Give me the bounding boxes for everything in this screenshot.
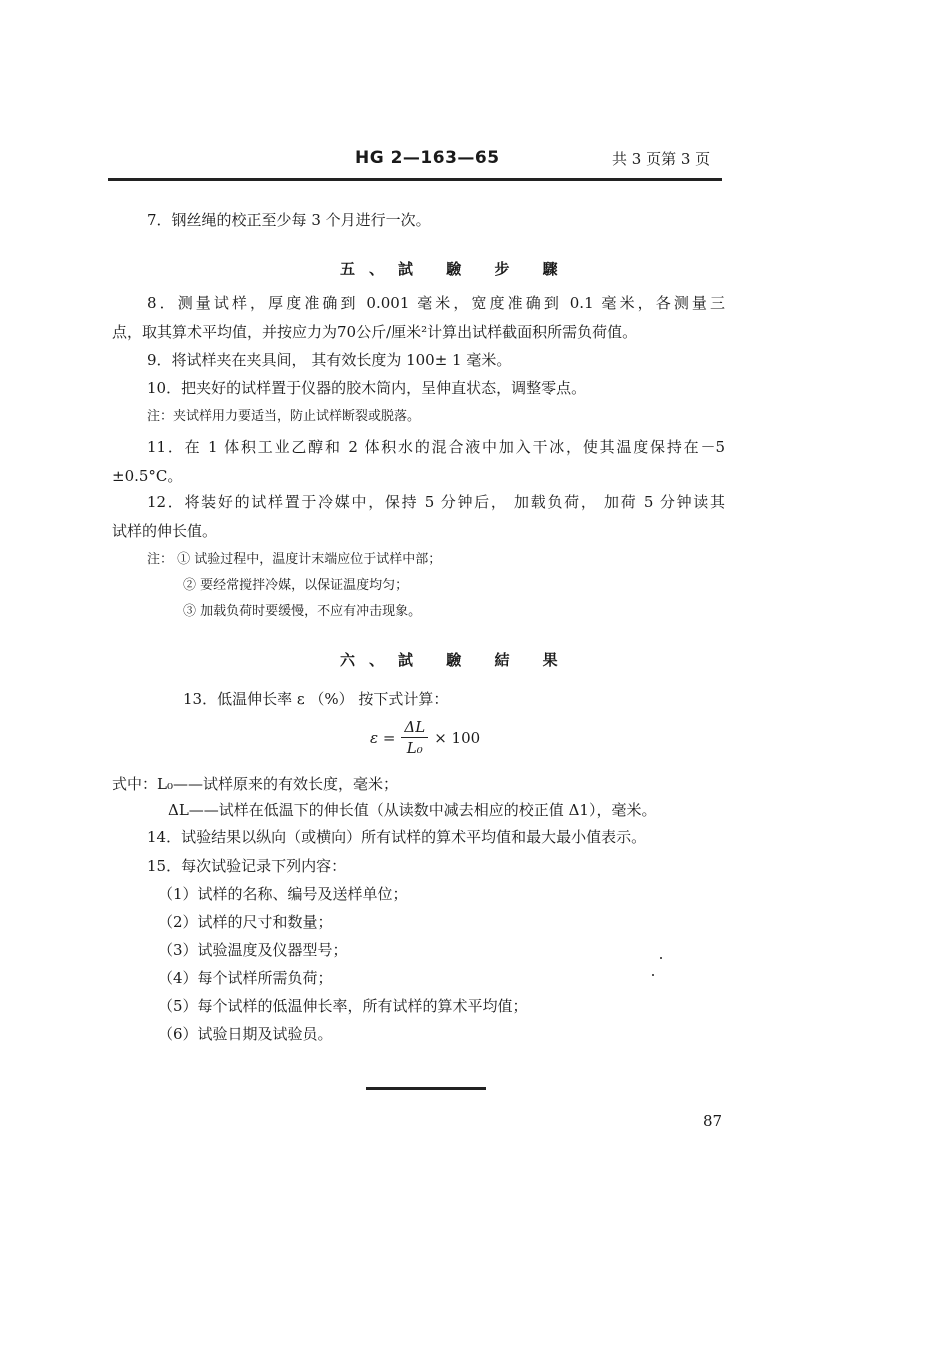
record-item-5: （5）每个试样的低温伸长率，所有试样的算术平均值；	[158, 997, 528, 1015]
scan-speck	[660, 957, 662, 959]
clause-8-line-2: 点，取其算术平均值，并按应力为70公斤/厘米²计算出试样截面积所需负荷值。	[112, 323, 638, 341]
note-clause-12-2: ② 要经常搅拌冷媒，以保证温度均匀；	[183, 578, 409, 593]
formula-denominator: L₀	[406, 739, 423, 757]
record-item-1: （1）试样的名称、编号及送样单位；	[158, 885, 408, 903]
page-number: 87	[703, 1112, 723, 1130]
page-count: 共 3 页第 3 页	[612, 150, 711, 168]
definition-delta-l: ΔL——试样在低温下的伸长值（从读数中减去相应的校正值 Δ1），毫米。	[168, 801, 657, 819]
note-clause-12-1: 注： ① 试验过程中，温度计末端应位于试样中部；	[147, 552, 442, 567]
clause-13: 13．低温伸长率 ε （%） 按下式计算：	[183, 690, 449, 708]
record-item-2: （2）试样的尺寸和数量；	[158, 913, 333, 931]
clause-12-line-1: 12．将装好的试样置于冷媒中，保持 5 分钟后， 加载负荷， 加荷 5 分钟读其	[147, 493, 725, 511]
standard-code: HG 2—163—65	[355, 148, 500, 168]
elongation-formula	[370, 718, 480, 757]
clause-7: 7．钢丝绳的校正至少每 3 个月进行一次。	[147, 211, 431, 229]
scan-speck	[652, 974, 654, 976]
clause-8-line-1: 8．测量试样，厚度准确到 0.001 毫米，宽度准确到 0.1 毫米，各测量三	[147, 294, 725, 312]
clause-11-line-1: 11．在 1 体积工业乙醇和 2 体积水的混合液中加入干冰，使其温度保持在－5	[147, 438, 725, 456]
clause-14: 14．试验结果以纵向（或横向）所有试样的算术平均值和最大最小值表示。	[147, 828, 647, 846]
record-item-4: （4）每个试样所需负荷；	[158, 969, 333, 987]
formula-fraction	[401, 718, 428, 757]
section-heading-test-procedure: 五、試 驗 步 驟	[340, 260, 572, 278]
clause-10: 10．把夹好的试样置于仪器的胶木筒内，呈伸直状态，调整零点。	[147, 379, 587, 397]
header-rule	[108, 178, 722, 181]
formula-numerator: ΔL	[401, 718, 428, 738]
clause-12-line-2: 试样的伸长值。	[112, 522, 218, 540]
formula-rhs: × 100	[434, 728, 481, 747]
clause-11-line-2: ±0.5°C。	[112, 467, 183, 485]
clause-9: 9．将试样夹在夹具间， 其有效长度为 100± 1 毫米。	[147, 351, 512, 369]
definition-l0: 式中：L₀——试样原来的有效长度，毫米；	[112, 775, 398, 793]
note-clause-12-3: ③ 加载负荷时要缓慢，不应有冲击现象。	[183, 604, 422, 619]
section-heading-test-results: 六、試 驗 結 果	[340, 651, 572, 669]
note-clause-10: 注：夹试样用力要适当，防止试样断裂或脱落。	[147, 409, 421, 424]
formula-lhs: ε =	[370, 728, 396, 747]
record-item-6: （6）试验日期及试验员。	[158, 1025, 333, 1043]
end-rule	[366, 1087, 486, 1090]
record-item-3: （3）试验温度及仪器型号；	[158, 941, 348, 959]
clause-15: 15．每次试验记录下列内容：	[147, 857, 347, 875]
